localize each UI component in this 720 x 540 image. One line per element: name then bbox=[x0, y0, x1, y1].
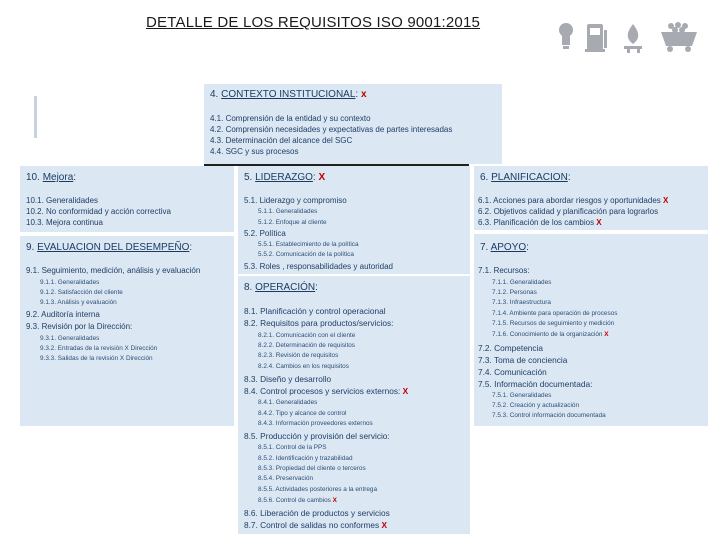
list-item: 7.1. Recursos: bbox=[478, 266, 530, 275]
list-item: 10.3. Mejora continua bbox=[26, 218, 103, 227]
list-item: 9.3.1. Generalidades bbox=[40, 335, 100, 342]
list-item: 6.3. Planificación de los cambios X bbox=[478, 218, 602, 227]
list-item: 9.3.2. Entradas de la revisión X Dirección bbox=[40, 345, 158, 352]
list-item: 10.1. Generalidades bbox=[26, 196, 99, 205]
list-item: 7.5.2. Creación y actualización bbox=[492, 402, 580, 409]
list-item: 7.1.3. Infraestructura bbox=[492, 299, 551, 306]
list-item: 8.4.1. Generalidades bbox=[258, 399, 318, 406]
list-item: 4.2. Comprensión necesidades y expectativas de partes interesadas bbox=[210, 125, 453, 134]
list-item: 5.5.2. Comunicación de la política bbox=[258, 251, 354, 258]
list-item: 8.7. Control de salidas no conformes X bbox=[244, 520, 387, 530]
section-8-heading: 8. OPERACIÓN: bbox=[244, 282, 318, 293]
list-item: 8.1. Planificación y control operacional bbox=[244, 306, 386, 316]
list-item: 8.2.3. Revisión de requisitos bbox=[258, 352, 339, 359]
list-item: 7.5.1. Generalidades bbox=[492, 392, 552, 399]
fuel-pump-icon bbox=[585, 24, 607, 52]
list-item: 8.6. Liberación de productos y servicios bbox=[244, 508, 390, 518]
section-6-planificacion bbox=[474, 166, 708, 230]
section-5-heading: 5. LIDERAZGO: X bbox=[244, 172, 326, 183]
energy-icons bbox=[557, 20, 705, 54]
list-item: 10.2. No conformidad y acción correctiva bbox=[26, 207, 171, 216]
list-item: 5.1.2. Enfoque al cliente bbox=[258, 219, 327, 226]
list-item: 8.5. Producción y provisión del servicio: bbox=[244, 431, 390, 441]
list-item: 7.1.2. Personas bbox=[492, 289, 537, 296]
decorative-bar bbox=[34, 96, 37, 138]
list-item: 7.2. Competencia bbox=[478, 343, 544, 353]
list-item: 8.5.2. Identificación y trazabilidad bbox=[258, 455, 353, 462]
section-7-apoyo bbox=[474, 234, 708, 426]
list-item: 7.1.6. Conocimiento de la organización X bbox=[492, 331, 609, 338]
list-item: 5.3. Roles , responsabilidades y autoridad bbox=[244, 262, 393, 271]
section-10-mejora bbox=[20, 166, 234, 232]
list-item: 9.2. Auditoría interna bbox=[26, 310, 100, 319]
lightbulb-icon bbox=[559, 23, 573, 49]
list-item: 9.3.3. Salidas de la revisión X Dirección bbox=[40, 355, 153, 362]
section-9-heading: 9. EVALUACION DEL DESEMPEÑO: bbox=[26, 242, 193, 253]
list-item: 8.2.2. Determinación de requisitos bbox=[258, 342, 355, 349]
list-item: 8.2. Requisitos para productos/servicios: bbox=[244, 318, 394, 328]
list-item: 9.1.2. Satisfacción del cliente bbox=[40, 289, 123, 296]
list-item: 4.1. Comprensión de la entidad y su contexto bbox=[210, 114, 371, 123]
list-item: 5.2. Política bbox=[244, 229, 286, 238]
list-item: 8.2.1. Comunicación con el cliente bbox=[258, 332, 356, 339]
list-item: 9.3. Revisión por la Dirección: bbox=[26, 322, 133, 331]
list-item: 6.2. Objetivos calidad y planificación para lograrlos bbox=[478, 207, 659, 216]
list-item: 4.4. SGC y sus procesos bbox=[210, 147, 299, 156]
section-10-heading: 10. Mejora: bbox=[26, 172, 77, 183]
section-4-heading: 4. CONTEXTO INSTITUCIONAL: x bbox=[210, 89, 367, 100]
list-item: 8.3. Diseño y desarrollo bbox=[244, 374, 332, 384]
section-4-contexto bbox=[204, 84, 502, 164]
gas-flame-icon bbox=[624, 24, 642, 53]
list-item: 8.4.2. Tipo y alcance de control bbox=[258, 410, 347, 417]
section-8-operacion bbox=[238, 276, 470, 534]
list-item: 6.1. Acciones para abordar riesgos y oportunidades X bbox=[478, 196, 669, 205]
list-item: 8.2.4. Cambios en los requisitos bbox=[258, 363, 349, 370]
section-5-liderazgo bbox=[238, 166, 470, 274]
list-item: 8.5.1. Control de la PPS bbox=[258, 444, 327, 451]
list-item: 9.1. Seguimiento, medición, análisis y evaluación bbox=[26, 266, 201, 275]
list-item: 7.4. Comunicación bbox=[478, 367, 547, 377]
list-item: 8.4. Control procesos y servicios externos: X bbox=[244, 386, 409, 396]
list-item: 7.1.1. Generalidades bbox=[492, 279, 552, 286]
page-title: DETALLE DE LOS REQUISITOS ISO 9001:2015 bbox=[146, 14, 481, 31]
list-item: 5.1.1. Generalidades bbox=[258, 208, 318, 215]
list-item: 5.5.1. Establecimiento de la política bbox=[258, 241, 359, 248]
list-item: 8.5.3. Propiedad del cliente o terceros bbox=[258, 465, 366, 472]
list-item: 8.5.5. Actividades posteriores a la entrega bbox=[258, 486, 378, 493]
section-7-heading: 7. APOYO: bbox=[480, 242, 529, 253]
list-item: 7.1.5. Recursos de seguimiento y medición bbox=[492, 320, 615, 327]
section-6-heading: 6. PLANIFICACION: bbox=[480, 172, 571, 183]
list-item: 8.4.3. Información proveedores externos bbox=[258, 420, 373, 427]
list-item: 4.3. Determinación del alcance del SGC bbox=[210, 136, 353, 145]
list-item: 8.5.4. Preservación bbox=[258, 475, 314, 482]
list-item: 7.1.4. Ambiente para operación de procesos bbox=[492, 310, 618, 317]
list-item: 9.1.1. Generalidades bbox=[40, 279, 100, 286]
section-9-evaluacion bbox=[20, 236, 234, 426]
list-item: 7.3. Toma de conciencia bbox=[478, 355, 568, 365]
list-item: 8.5.6. Control de cambios X bbox=[258, 497, 337, 504]
list-item: 7.5. Información documentada: bbox=[478, 379, 593, 389]
list-item: 5.1. Liderazgo y compromiso bbox=[244, 196, 347, 205]
list-item: 7.5.3. Control información documentada bbox=[492, 412, 606, 419]
list-item: 9.1.3. Análisis y evaluación bbox=[40, 299, 117, 306]
mining-cart-icon bbox=[661, 22, 697, 52]
